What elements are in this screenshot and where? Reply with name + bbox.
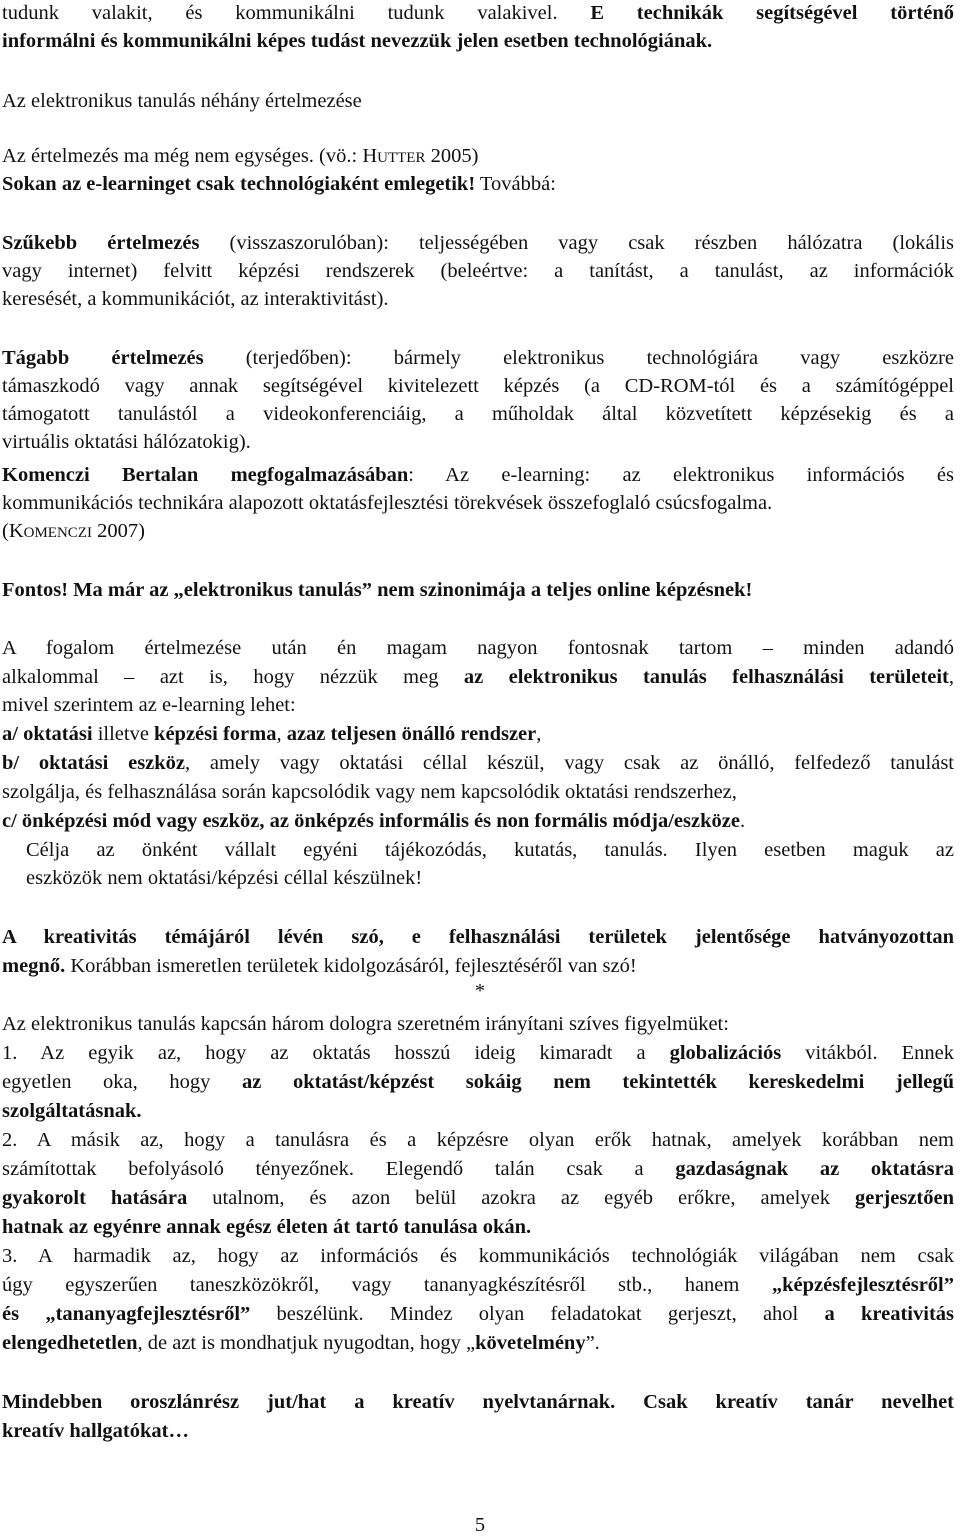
item-c-line-1 xyxy=(2,808,954,834)
text-run-bold: gazdaságnak az oktatásra xyxy=(675,1158,954,1180)
text-run: Továbbá: xyxy=(475,173,556,195)
item-b-line-2: szolgálja, és felhasználása során kapcsolódik vagy nem kapcsolódik oktatási rendszerhez, xyxy=(2,781,737,803)
text-run-bold: E technikák segítségével történő xyxy=(590,2,954,24)
text-run-bold: a kreativitás xyxy=(824,1303,954,1325)
point-2-line-1: 2. A másik az, hogy a tanulásra és a képzésre olyan erők hatnak, amelyek korábban nem xyxy=(2,1129,954,1151)
text-run-bold: azaz teljesen önálló rendszer xyxy=(286,723,537,745)
text-run-bold: és „tananyagfejlesztésről” xyxy=(2,1303,251,1325)
section-line-1 xyxy=(2,143,954,171)
text-run: . xyxy=(739,810,746,832)
text-run-bold: „képzésfejlesztésről” xyxy=(771,1274,954,1296)
text-run: 2005) xyxy=(425,145,479,167)
broad-def-line-4: virtuális oktatási hálózatokig). xyxy=(2,431,251,453)
text-run: úgy egyszerűen taneszközökről, vagy tananyagkészítésről stb., hanem xyxy=(2,1274,772,1296)
narrow-def-line-2: vagy internet) felvitt képzési rendszerek (beleértve: a tanítást, a tanulást, az információk xyxy=(2,260,954,282)
item-c-line-2: Célja az önként vállalt egyéni tájékozódás, kutatás, tanulás. Ilyen esetben maguk az xyxy=(26,839,954,861)
section-heading: Az elektronikus tanulás néhány értelmezése xyxy=(2,90,362,112)
item-a xyxy=(2,721,954,747)
fontos-notice: Fontos! Ma már az „elektronikus tanulás” nem szinonimája a teljes online képzésnek! xyxy=(2,579,753,601)
item-c-line-3: eszközök nem oktatási/képzési céllal készülnek! xyxy=(26,867,423,889)
text-run: 2007) xyxy=(91,520,145,542)
text-run: , amely vagy oktatási céllal készül, vagy csak az önálló, felfedező tanulást xyxy=(185,752,954,774)
point-2-line-4: hatnak az egyénre annak egész életen át tartó tanulása okán. xyxy=(2,1216,532,1238)
text-run-bold: megnő. xyxy=(2,955,66,977)
text-run: , de azt is mondhatjuk nyugodtan, hogy „ xyxy=(137,1332,476,1354)
komenczi-line-2: kommunikációs technikára alapozott oktatásfejlesztési törekvések összefoglaló csúcsfogalma. xyxy=(2,492,773,514)
text-run: vitákból. Ennek xyxy=(781,1042,954,1064)
text-run: , xyxy=(536,723,542,745)
point-2-line-2 xyxy=(2,1156,954,1182)
text-run: utalnom, és azon belül azokra az egyéb erőkre, amelyek xyxy=(187,1187,855,1209)
broad-def-label: Tágabb értelmezés xyxy=(2,347,204,369)
text-run: : Az e-learning: az elektronikus információs és xyxy=(408,464,954,486)
creativity-line-1: A kreativitás témájáról lévén szó, e felhasználási területek jelentősége hatványozottan xyxy=(2,926,954,948)
section-line-2 xyxy=(2,171,954,197)
text-run: alkalommal – azt is, hogy nézzük meg xyxy=(2,666,464,688)
points-intro: Az elektronikus tanulás kapcsán három dologra szeretném irányítani szíves figyelmüket: xyxy=(2,1013,729,1035)
closing-line-2: kreatív hallgatókat… xyxy=(2,1420,189,1442)
text-run-bold: gyakorolt hatására xyxy=(2,1187,188,1209)
text-run: (terjedőben): bármely elektronikus technológiára vagy eszközre xyxy=(203,347,954,369)
text-run: , xyxy=(276,723,287,745)
top-line-2: informálni és kommunikálni képes tudást nevezzük jelen esetben technológiának. xyxy=(2,30,713,52)
text-run: illetve xyxy=(92,723,155,745)
narrow-def-line-1 xyxy=(2,230,954,256)
creativity-line-2 xyxy=(2,953,954,979)
broad-def-line-2: támaszkodó vagy annak segítségével kivitelezett képzés (a CD-ROM-tól és a számítógéppel xyxy=(2,375,954,397)
small-caps-run: OMENCZI xyxy=(23,525,92,541)
text-run-bold: az elektronikus tanulás felhasználási területeit xyxy=(463,666,949,688)
closing-line-1: Mindebben oroszlánrész jut/hat a kreatív nyelvtanárnak. Csak kreatív tanár nevelhet xyxy=(2,1391,954,1413)
text-run: ”. xyxy=(585,1332,600,1354)
text-run-bold: képzési forma xyxy=(154,723,277,745)
point-2-line-3 xyxy=(2,1185,954,1211)
komenczi-label: Komenczi Bertalan megfogalmazásában xyxy=(2,464,409,486)
text-run: , xyxy=(948,666,954,688)
komenczi-line-1 xyxy=(2,462,954,488)
top-line-1 xyxy=(2,0,954,26)
point-1-line-3: szolgáltatásnak. xyxy=(2,1100,142,1122)
broad-def-line-3: támogatott tanulástól a videokonferenciáig, a műholdak által közvetített képzésekig és a xyxy=(2,403,954,425)
text-run: számítottak befolyásoló tényezőnek. Elegendő talán csak a xyxy=(2,1158,676,1180)
text-run: tudunk valakit, és kommunikálni tudunk valakivel. xyxy=(2,2,558,24)
point-3-line-1: 3. A harmadik az, hogy az információs és kommunikációs technológiák világában nem csak xyxy=(2,1245,954,1267)
point-1-line-2 xyxy=(2,1069,954,1095)
section-separator-star: * xyxy=(474,980,486,1002)
text-run-bold: globalizációs xyxy=(669,1042,782,1064)
item-b-line-1 xyxy=(2,750,954,776)
text-run: Korábban ismeretlen területek kidolgozásáról, fejlesztéséről van szó! xyxy=(65,955,637,977)
point-3-line-4 xyxy=(2,1330,954,1356)
text-run-bold: elengedhetetlen xyxy=(2,1332,138,1354)
text-run-bold: b/ oktatási eszköz xyxy=(2,752,186,774)
broad-def-line-1 xyxy=(2,345,954,371)
text-run-bold: a/ oktatási xyxy=(2,723,93,745)
concept-line-1: A fogalom értelmezése után én magam nagyon fontosnak tartom – minden adandó xyxy=(2,637,954,659)
text-run-bold: gerjesztően xyxy=(854,1187,954,1209)
concept-line-3: mivel szerintem az e-learning lehet: xyxy=(2,694,296,716)
komenczi-line-3 xyxy=(2,518,954,546)
point-3-line-3 xyxy=(2,1301,954,1327)
text-run-bold: követelmény xyxy=(475,1332,586,1354)
text-run: Az értelmezés ma még nem egységes. (vö.: H xyxy=(2,145,378,167)
concept-line-2 xyxy=(2,664,954,690)
text-run: (visszaszorulóban): teljességében vagy csak részben hálózatra (lokális xyxy=(199,232,954,254)
text-run: egyetlen oka, hogy xyxy=(2,1071,243,1093)
text-run-bold: az oktatást/képzést sokáig nem tekintették kereskedelmi jellegű xyxy=(242,1071,954,1093)
text-run-bold: c/ önképzési mód vagy eszköz, az önképzés informális és non formális módja/eszköze xyxy=(2,810,740,832)
narrow-def-line-3: keresését, a kommunikációt, az interaktivitást). xyxy=(2,288,389,310)
text-run: 1. Az egyik az, hogy az oktatás hosszú ideig kimaradt a xyxy=(2,1042,670,1064)
narrow-def-label: Szűkebb értelmezés xyxy=(2,232,200,254)
page-number: 5 xyxy=(474,1514,486,1536)
text-run: (K xyxy=(2,520,24,542)
text-run-bold: Sokan az e-learninget csak technológiaként emlegetik! xyxy=(2,173,476,195)
point-3-line-2 xyxy=(2,1272,954,1298)
point-1-line-1 xyxy=(2,1040,954,1066)
small-caps-run: UTTER xyxy=(377,150,426,166)
text-run: beszélünk. Mindez olyan feladatokat gerjeszt, ahol xyxy=(250,1303,825,1325)
